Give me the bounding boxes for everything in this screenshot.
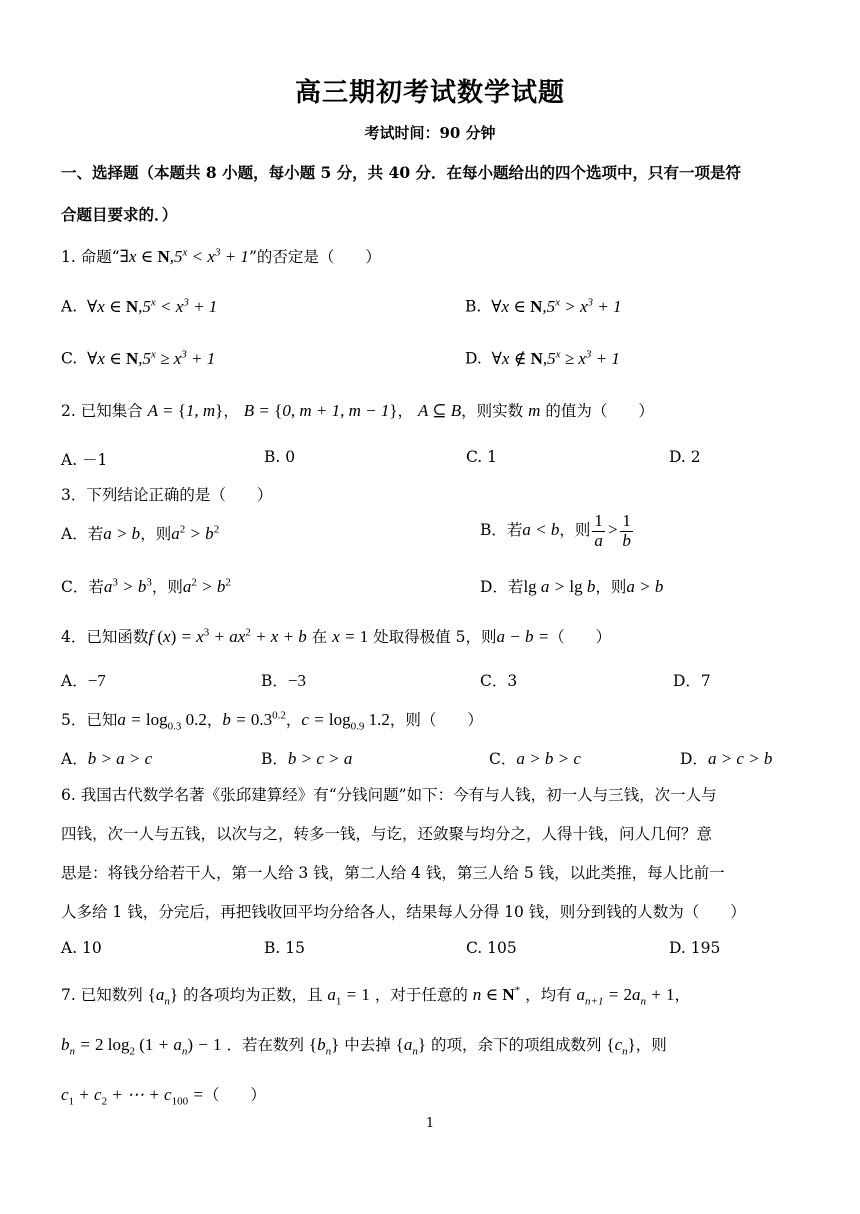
question-3-stem: 3．下列结论正确的是（ ）: [61, 486, 273, 504]
question-1-option-d: D. ∀x ∉ $N,5^x \ge x^3 + 1$: [465, 348, 620, 368]
question-3-option-a: A．若a > b，则$a^2 > b^2$: [61, 523, 220, 543]
question-6-option-c: C. 105: [466, 939, 517, 957]
question-6-line-1: 6. 我国古代数学名著《张邱建算经》有“分钱问题”如下：今有与人钱，初一人与三钱，次一人与: [61, 786, 717, 804]
question-6-line-4: 人多给 1 钱，分完后，再把钱收回平均分给各人，结果每人分得 10 钱，则分到钱的人数为（ ）: [61, 903, 746, 921]
question-6-line-2: 四钱，次一人与五钱，以次与之，转多一钱，与讫，还敛聚与均分之，人得十钱，问人几何？意: [61, 825, 713, 843]
page-number: 1: [425, 1116, 435, 1131]
question-4-option-d: D．7: [673, 672, 711, 690]
section-heading-line1: 一、选择题（本题共 8 小题，每小题 5 分，共 40 分．在每小题给出的四个选项中，只有一项是符: [61, 163, 742, 182]
question-1-option-c: C. ∀x ∈ $N,5^x \ge x^3 + 1$: [61, 348, 216, 368]
question-6-option-d: D. 195: [669, 939, 721, 957]
question-2-option-c: C. 1: [466, 448, 498, 466]
question-4-option-c: C．3: [480, 672, 518, 690]
question-7-line-3: $c_1 + c_2$ + ⋯ + $c_{100}$ =（ ）: [61, 1085, 266, 1108]
question-2-option-d: D. 2: [669, 448, 701, 466]
question-4-option-b: B．−3: [261, 671, 306, 690]
question-5-option-b: B．b > c > a: [261, 749, 353, 768]
question-5-option-a: A．b > a > c: [61, 749, 153, 768]
question-4-stem: 4．已知函数f $(x) = x^3 + ax^2 + x + b$ 在 x = 1 处取得极值 5，则a − b =（ ）: [61, 626, 612, 646]
question-3-option-b: B．若a < b，则 $\frac{1}{a}$ > $\frac{1}{b}$: [480, 511, 631, 550]
section-heading-line2: 合题目要求的．）: [61, 205, 178, 224]
question-2-option-a: A. －1: [61, 451, 108, 469]
page-title: 高三期初考试数学试题: [294, 78, 565, 108]
question-1-stem: 1. 命题“∃x ∈ $N,5^x < x^3 + 1$”的否定是（ ）: [61, 246, 381, 266]
question-5-option-c: C．a > b > c: [489, 749, 581, 768]
question-7-line-2: $b_n = 2$ $\log_2 (1 + a_n) - 1$ ．若在数列 $\{b_n\}$ 中去掉 $\{a_n\}$ 的项，余下的项组成数列 $\{c_n\}$，则: [61, 1035, 667, 1058]
question-7-line-1: 7. 已知数列 $\{a_n\}$ 的各项均为正数，且 $a_1 = 1$ ，对于任意的 n ∈ N* ，均有 $a_{n+1} = 2a_n + 1$，: [61, 984, 690, 1008]
question-3-option-d: D．若lg a > lg b，则a > b: [480, 577, 664, 596]
question-1-option-a: A. ∀x ∈ $N,5^x < x^3 + 1$: [61, 296, 218, 316]
question-2-stem: 2. 已知集合 A = {1, m}， B = {0, m + 1, m − 1}， A ⊆ B，则实数 m 的值为（ ）: [61, 401, 654, 420]
question-2-option-b: B. 0: [264, 448, 296, 466]
question-6-option-b: B. 15: [264, 939, 305, 957]
question-5-option-d: D．a > c > b: [680, 749, 773, 768]
question-1-option-b: B. ∀x ∈ $N,5^x > x^3 + 1$: [465, 296, 622, 316]
question-4-option-a: A．−7: [61, 671, 106, 690]
question-5-stem: 5．已知$a = \log_{0.3} 0.2$，$b = 0.3^{0.2}$，$c = \log_{0.9} 1.2$，则（ ）: [61, 709, 483, 733]
question-3-option-c: C．若$a^3 > b^3$，则$a^2 > b^2$: [61, 576, 231, 596]
exam-duration: 考试时间：90 分钟: [364, 124, 496, 142]
question-6-option-a: A. 10: [61, 939, 102, 957]
question-6-line-3: 思是：将钱分给若干人，第一人给 3 钱，第二人给 4 钱，第三人给 5 钱，以此类推，每人比前一: [61, 864, 725, 882]
